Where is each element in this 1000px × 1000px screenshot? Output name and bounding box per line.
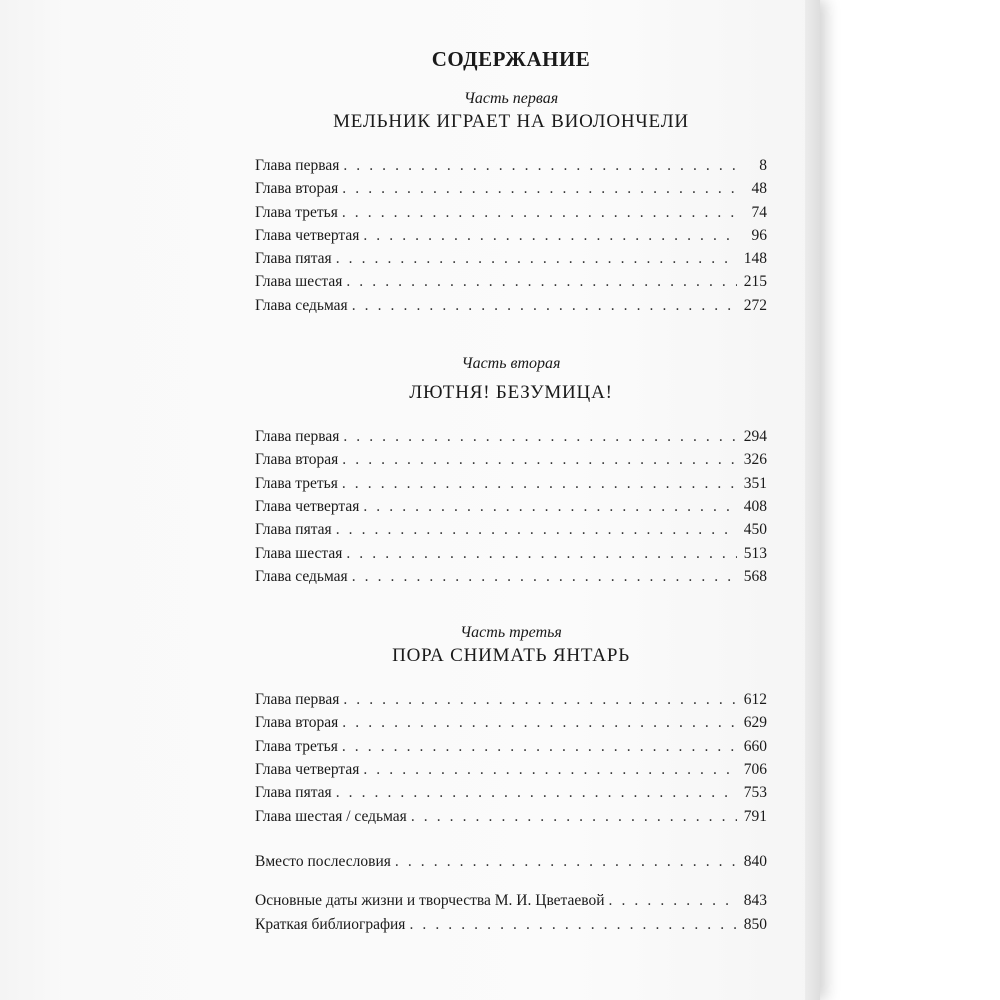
toc-entry xyxy=(255,565,767,588)
toc-entry xyxy=(255,735,767,758)
dot-leader xyxy=(336,781,737,804)
toc-entry xyxy=(255,495,767,518)
entry-page: 74 xyxy=(751,203,767,221)
entry-page: 706 xyxy=(743,761,767,779)
entry-label: Глава седьмая xyxy=(255,296,348,314)
entry-page: 513 xyxy=(743,544,767,562)
appendix-list xyxy=(255,889,767,936)
dot-leader xyxy=(395,850,737,873)
entry-label: Глава третья xyxy=(255,737,338,755)
entry-page: 612 xyxy=(743,691,767,709)
entry-label: Глава третья xyxy=(255,474,338,492)
entry-page: 272 xyxy=(743,296,767,314)
entry-label: Глава четвертая xyxy=(255,497,360,515)
chapter-list xyxy=(255,154,767,317)
entry-page: 96 xyxy=(751,226,767,244)
toc-entry xyxy=(255,201,767,224)
entry-page: 148 xyxy=(743,250,767,268)
dot-leader xyxy=(343,154,737,177)
toc-entry xyxy=(255,688,767,711)
entry-page: 843 xyxy=(743,892,767,910)
part-title: МЕЛЬНИК ИГРАЕТ НА ВИОЛОНЧЕЛИ xyxy=(333,111,689,132)
entry-label: Глава пятая xyxy=(255,521,332,539)
dot-leader xyxy=(609,889,737,912)
dot-leader xyxy=(342,177,737,200)
entry-label: Глава вторая xyxy=(255,451,339,469)
dot-leader xyxy=(352,565,737,588)
dot-leader xyxy=(346,542,737,565)
entry-page: 629 xyxy=(743,714,767,732)
entry-page: 450 xyxy=(743,521,767,539)
entry-page: 294 xyxy=(743,428,767,446)
dot-leader xyxy=(342,201,737,224)
toc-entry xyxy=(255,805,767,828)
entry-label: Краткая библиография xyxy=(255,915,406,933)
toc-entry xyxy=(255,247,767,270)
entry-page: 850 xyxy=(743,915,767,933)
dot-leader xyxy=(343,688,737,711)
toc-entry xyxy=(255,711,767,734)
dot-leader xyxy=(342,472,737,495)
part-label: Часть первая xyxy=(463,90,559,107)
entry-page: 215 xyxy=(743,273,767,291)
part-two xyxy=(255,353,767,588)
toc-entry-appendix xyxy=(255,889,767,912)
part-label: Часть третья xyxy=(460,624,562,642)
toc-entry xyxy=(255,758,767,781)
toc-title: СОДЕРЖАНИЕ xyxy=(431,47,591,71)
entry-page: 8 xyxy=(759,157,767,174)
entry-label: Глава пятая xyxy=(255,784,332,802)
entry-label: Глава первая xyxy=(255,691,340,709)
toc-entry xyxy=(255,224,767,247)
entry-label: Вместо послесловия xyxy=(255,852,391,870)
toc-entry xyxy=(255,270,767,293)
dot-leader xyxy=(336,518,737,541)
dot-leader xyxy=(343,425,737,448)
entry-label: Глава вторая xyxy=(255,180,339,198)
dot-leader xyxy=(363,224,737,247)
toc-entry xyxy=(255,154,767,177)
toc-entry-afterword xyxy=(255,850,767,873)
entry-page: 326 xyxy=(743,451,767,469)
part-one xyxy=(255,88,767,317)
page-edge xyxy=(805,0,820,1000)
dot-leader xyxy=(342,448,737,471)
entry-label: Глава четвертая xyxy=(255,226,360,244)
toc-entry xyxy=(255,294,767,317)
toc-entry xyxy=(255,518,767,541)
dot-leader xyxy=(352,294,737,317)
toc-entry xyxy=(255,472,767,495)
entry-label: Основные даты жизни и творчества М. И. Цветаевой xyxy=(255,892,605,910)
chapter-list xyxy=(255,688,767,828)
toc-entry xyxy=(255,781,767,804)
table-of-contents xyxy=(255,46,767,936)
entry-page: 408 xyxy=(743,497,767,515)
dot-leader xyxy=(346,270,737,293)
entry-page: 660 xyxy=(743,737,767,755)
chapter-list xyxy=(255,425,767,588)
dot-leader xyxy=(342,735,737,758)
toc-entry-appendix xyxy=(255,913,767,936)
part-title: ПОРА СНИМАТЬ ЯНТАРЬ xyxy=(392,645,630,667)
entry-page: 791 xyxy=(743,807,767,825)
part-title: ЛЮТНЯ! БЕЗУМИЦА! xyxy=(409,382,613,404)
dot-leader xyxy=(363,758,737,781)
entry-label: Глава шестая / седьмая xyxy=(255,807,407,825)
part-label: Часть вторая xyxy=(461,355,561,373)
entry-label: Глава шестая xyxy=(255,544,343,562)
toc-entry xyxy=(255,542,767,565)
entry-page: 753 xyxy=(743,784,767,802)
entry-page: 351 xyxy=(743,474,767,492)
toc-entry xyxy=(255,425,767,448)
dot-leader xyxy=(342,711,737,734)
toc-entry xyxy=(255,448,767,471)
entry-label: Глава третья xyxy=(255,203,338,221)
toc-entry xyxy=(255,177,767,200)
entry-label: Глава пятая xyxy=(255,250,332,268)
dot-leader xyxy=(411,805,737,828)
dot-leader xyxy=(336,247,737,270)
entry-page: 840 xyxy=(743,852,767,870)
dot-leader xyxy=(409,913,737,936)
part-three xyxy=(255,622,767,828)
entry-label: Глава шестая xyxy=(255,273,343,291)
entry-page: 568 xyxy=(743,567,767,585)
entry-label: Глава первая xyxy=(255,428,340,446)
entry-label: Глава седьмая xyxy=(255,567,348,585)
afterword-list xyxy=(255,850,767,873)
entry-page: 48 xyxy=(751,180,767,198)
entry-label: Глава первая xyxy=(255,157,340,174)
entry-label: Глава четвертая xyxy=(255,761,360,779)
dot-leader xyxy=(363,495,737,518)
entry-label: Глава вторая xyxy=(255,714,339,732)
